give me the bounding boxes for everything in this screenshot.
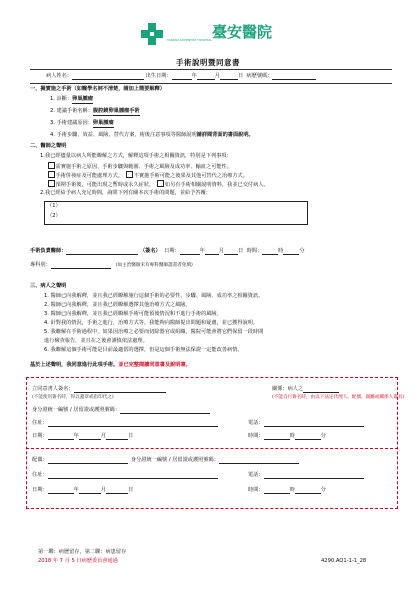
date-label: 日期：: [164, 248, 180, 254]
mrn-label: 病歷號碼：: [246, 73, 273, 79]
consent-text-red: 並已完整閱讀同意書及說明書。: [118, 362, 191, 368]
patient-row: [46, 73, 316, 80]
reason-row: [50, 120, 114, 128]
checkbox-reason[interactable]: [48, 162, 55, 169]
month-label: 月: [100, 433, 106, 439]
signer-label: 立同意書人簽名：: [32, 386, 74, 392]
hour-label: 時: [278, 248, 284, 254]
check-label-reason: 需實施手術之原因、手術步驟與範圍、手術之風險及成功率、輸血之可能性。: [55, 164, 232, 170]
signer-phone-field[interactable]: [264, 426, 364, 427]
patient-statement-5: 5. 我瞭解在手術過程中，如果因治療之必要而切除器官或組織，醫院可能會將它們保留一段時間: [44, 329, 264, 335]
signer-time-row: [248, 433, 326, 440]
row-divider: [30, 83, 392, 84]
patient-statement-1: 1. 醫師已向我解釋，並且我已經瞭解施行這個手術的必要性、步驟、風險、成功率之相關資訊。: [44, 293, 264, 299]
explanation-value: 請詳閱背面的書面說明。: [196, 132, 254, 138]
birth-year-field[interactable]: [172, 79, 192, 80]
doctor-hour-field[interactable]: [262, 254, 278, 255]
day-label: 日: [127, 487, 134, 493]
minute-label: 分: [320, 487, 326, 493]
diagnosis-label: 1. 診斷：: [50, 96, 73, 102]
checkbox-alternatives[interactable]: [126, 171, 133, 178]
signer-address-row: [32, 420, 218, 427]
patient-name-label: 病人姓名：: [46, 73, 72, 79]
year-label: 年: [191, 73, 197, 79]
signer-id-label: 身分證統一編號 / 居留證或護照號碼：: [32, 407, 121, 413]
doctor-month-field[interactable]: [205, 254, 219, 255]
signer-note: (不能使用簽名時，得以蓋章或指印代之): [32, 395, 114, 400]
signer-id-field[interactable]: [120, 413, 210, 414]
copy-note: 第一聯：病歷留存，第二聯：病患留存: [38, 549, 127, 555]
signer-date-label: 日期：: [32, 433, 48, 439]
checkbox-complications[interactable]: [48, 171, 55, 178]
time-label: 時間：: [246, 248, 263, 254]
specialty-field[interactable]: [51, 268, 111, 269]
spouse-phone-row: [248, 472, 364, 479]
cross-logo-icon: [140, 22, 164, 46]
reason-label: 3. 手術建議原因：: [50, 120, 93, 126]
relation-field[interactable]: [303, 392, 339, 393]
signer-divider: [26, 448, 398, 449]
relation-label: 關係：病人之: [272, 386, 304, 392]
signer-phone-label: 電話：: [248, 420, 264, 426]
logo-name: 臺安醫院: [212, 23, 273, 41]
checkbox-symptoms[interactable]: [48, 180, 55, 187]
specialty-row: [30, 262, 193, 269]
signer-address-field[interactable]: [48, 426, 218, 427]
spouse-date-row: [32, 487, 133, 494]
check-label-complications: 手術併發症及可能處理方式。: [55, 173, 123, 179]
mrn-field[interactable]: [272, 79, 316, 80]
spouse-id-field[interactable]: [219, 463, 299, 464]
spouse-address-field[interactable]: [48, 478, 218, 479]
spouse-phone-label: 電話：: [248, 472, 264, 478]
spouse-row: [32, 457, 299, 464]
signer-hour-field[interactable]: [264, 439, 290, 440]
doctor-year-field[interactable]: [180, 254, 200, 255]
sign-label: （簽名）: [139, 248, 161, 254]
birth-day-field[interactable]: [220, 79, 238, 80]
page-title: 手術說明暨同意書: [176, 58, 240, 67]
spouse-sign-field[interactable]: [48, 463, 128, 464]
section-2-heading: 二、醫師之聲明: [30, 143, 67, 149]
section-3-heading: 三、病人之聲明: [30, 283, 67, 289]
spouse-hour-field[interactable]: [264, 493, 290, 494]
signer-row: [32, 386, 166, 393]
doctor-minute-field[interactable]: [283, 254, 299, 255]
spouse-phone-field[interactable]: [264, 478, 364, 479]
check-row-2: [48, 171, 248, 180]
birth-month-field[interactable]: [197, 79, 215, 80]
spouse-month-field[interactable]: [79, 493, 101, 494]
spouse-year-field[interactable]: [48, 493, 74, 494]
patient-statement-5-cont: 進行檢查報告，並且在之後會謹慎依法處理。: [44, 338, 148, 344]
qa-number-2: （2）: [47, 213, 61, 219]
spouse-day-field[interactable]: [106, 493, 128, 494]
signer-date-row: [32, 433, 133, 440]
consent-statement: [30, 362, 191, 369]
day-label: 日: [127, 433, 134, 439]
birth-date-label: 出生日期：: [145, 73, 172, 79]
approval-note: 2018 年 7 月 5 日病歷委員會通過: [38, 558, 118, 564]
doctor-statement-2: 2.我已經給予病人充足時間，詢問下列有關本次手術的問題，並給予答覆：: [40, 190, 211, 196]
signer-id-row: [32, 407, 210, 414]
spouse-address-label: 住址：: [32, 472, 48, 478]
hour-label: 時: [289, 487, 295, 493]
procedure-label: 2. 建議手術名稱：: [50, 108, 93, 114]
logo-subtitle: TAIWAN ADVENTIST HOSPITAL: [167, 38, 213, 42]
month-label: 月: [218, 248, 225, 254]
qa-line-1[interactable]: [47, 203, 61, 210]
signer-year-field[interactable]: [48, 439, 74, 440]
signer-phone-row: [248, 420, 364, 427]
qa-line-2[interactable]: [47, 213, 61, 220]
explanation-row: [50, 132, 254, 139]
spouse-label: 配偶：: [32, 457, 48, 463]
check-row-3: [48, 180, 269, 189]
patient-statement-3: 3. 醫師已向我解釋，並且我已經瞭解手術可能預後情況和不進行手術的風險。: [44, 311, 222, 317]
minute-label: 分: [299, 248, 305, 254]
doctor-sign-row: [30, 248, 305, 255]
check-label-alternatives: 不實施手術可能之後果及其他可替代之治療方式。: [133, 173, 248, 179]
spouse-time-label: 時間：: [248, 487, 264, 493]
patient-name-field[interactable]: [72, 79, 144, 80]
signer-minute-field[interactable]: [295, 439, 321, 440]
check-label-materials: 如另有手術相關說明資料，我並已交付病人。: [164, 182, 269, 188]
month-label: 月: [100, 487, 106, 493]
section-1-heading: 一、擬實施之手術（如醫學名詞不清楚，請加上簡要解釋）: [30, 86, 165, 92]
spouse-id-label: 身分證統一編號 / 居留證或護照號碼：: [130, 457, 219, 463]
check-row-1: [48, 162, 232, 171]
hour-label: 時: [289, 433, 295, 439]
reason-value: 卵巢腫瘤: [92, 120, 114, 126]
patient-statement-4: 4. 針對我的情況，手術之進行，治療方式等，我能夠向醫師提出問題和疑慮，並已獲得說明。: [44, 320, 259, 326]
check-label-symptoms: 預期手術後，可能出現之暫時或永久症狀。: [55, 182, 155, 188]
year-label: 年: [73, 487, 79, 493]
diagnosis-row: [50, 96, 93, 104]
spouse-time-row: [248, 487, 326, 494]
procedure-value: 腹腔鏡卵巢腫瘤手術: [92, 108, 140, 114]
signer-month-field[interactable]: [79, 439, 101, 440]
qa-number-1: （1）: [47, 203, 61, 209]
patient-statement-2: 2. 醫師已向我解釋，並且我已經瞭解選擇其他治療方式之風險。: [44, 302, 191, 308]
signer-address-label: 住址：: [32, 420, 48, 426]
signer-time-label: 時間：: [248, 433, 264, 439]
doctor-label: 手術負責醫師：: [30, 248, 67, 254]
hospital-logo: [140, 22, 290, 48]
doctor-sign-field[interactable]: [66, 254, 138, 255]
spouse-minute-field[interactable]: [295, 493, 321, 494]
day-label: 日: [237, 73, 244, 79]
title-underline: [30, 69, 392, 70]
doctor-statement-1: 1.我已經儘量以病人所能瞭解之方式，解釋這項手術之相關資訊，特別是下列事項：: [40, 153, 232, 159]
month-label: 月: [214, 73, 220, 79]
day-label: 日: [238, 248, 244, 254]
consent-text: 基於上述聲明，我同意進行此項手術。: [30, 362, 119, 368]
spouse-address-row: [32, 472, 218, 479]
signer-sign-field[interactable]: [74, 392, 166, 393]
spouse-date-label: 日期：: [32, 487, 48, 493]
year-label: 年: [73, 433, 79, 439]
diagnosis-value: 卵巢腫瘤: [72, 96, 93, 102]
specialty-note: (如主治醫師未有專科醫師證書者免填): [115, 263, 193, 268]
explanation-label: 4. 手術步驟、效益、風險、替代方案、術後注意事項等醫師說明: [50, 132, 197, 138]
year-label: 年: [199, 248, 205, 254]
patient-statement-6: 6. 我瞭解這個手術可能是目前最適當的選擇，但是這個手術無法保證一定能改善病情。: [44, 347, 243, 353]
relation-note: (不能自行簽名時，由以下法定代理人、配偶、親屬或關係人簽具): [272, 395, 405, 400]
doctor-day-field[interactable]: [224, 254, 238, 255]
qa-box: [44, 201, 308, 225]
form-code: 4290.AQ1-1-1_28: [321, 558, 367, 564]
specialty-label: 專科別：: [30, 262, 51, 268]
signer-day-field[interactable]: [106, 439, 128, 440]
minute-label: 分: [320, 433, 326, 439]
relation-row: [272, 386, 339, 393]
checkbox-materials[interactable]: [157, 180, 164, 187]
procedure-row: [50, 108, 140, 116]
